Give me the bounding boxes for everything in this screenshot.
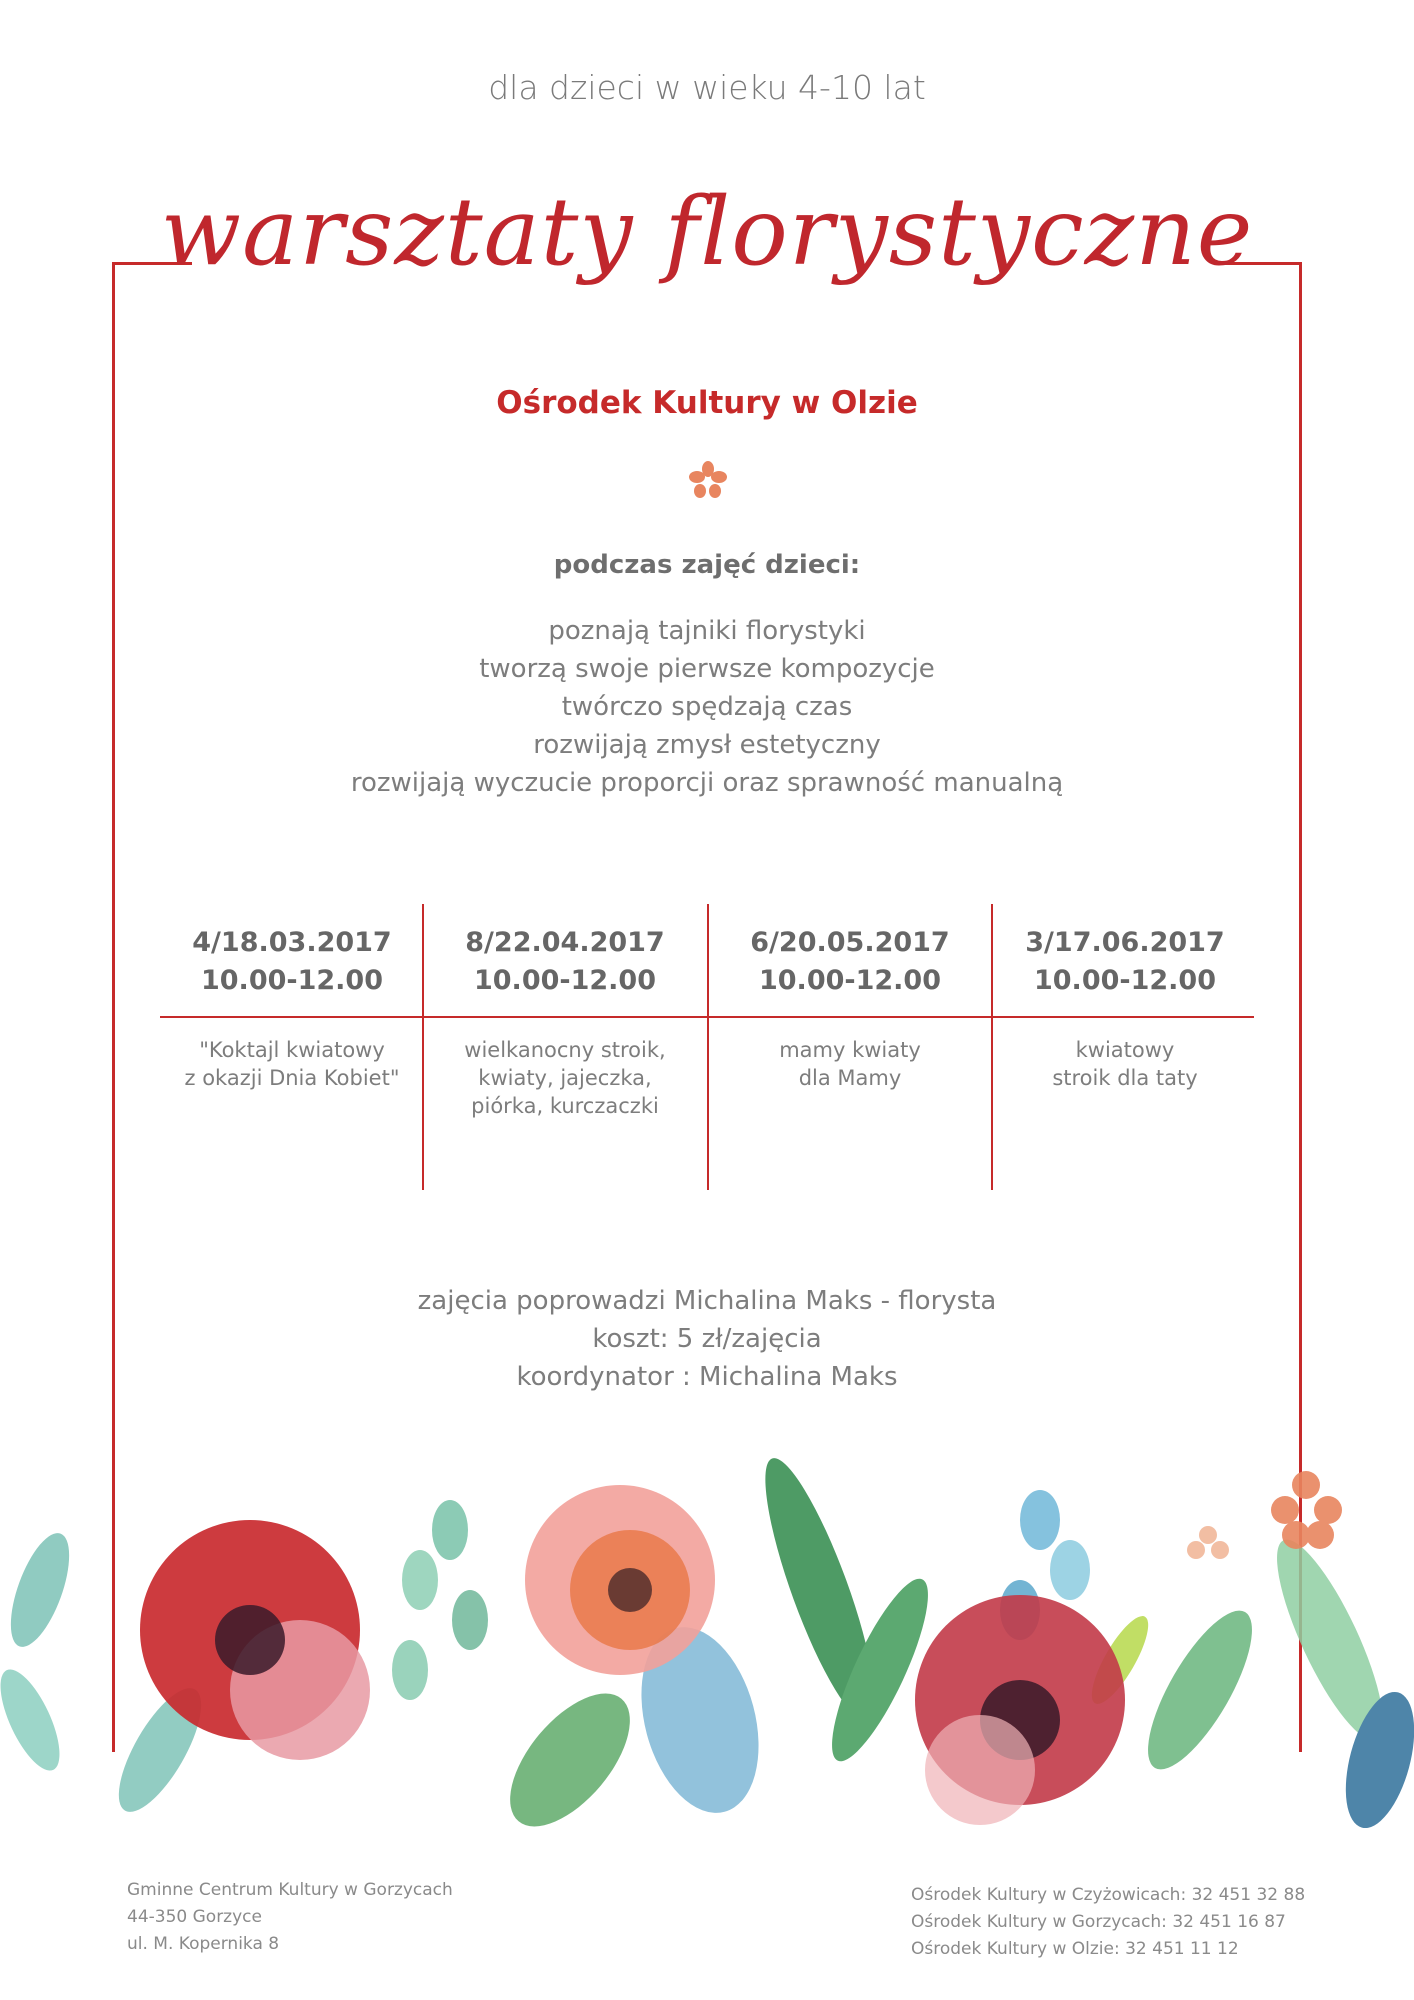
list-item: rozwijają wyczucie proporcji oraz sprawność manualną — [350, 768, 1064, 798]
footer-contact: Ośrodek Kultury w Czyżowicach: 32 451 32 88 — [911, 1885, 1306, 1905]
session-description: "Koktajl kwiatowy z okazji Dnia Kobiet" — [184, 1038, 400, 1090]
footer-org-name: Gminne Centrum Kultury w Gorzycach — [127, 1880, 453, 1900]
coordinator-line: koordynator : Michalina Maks — [516, 1362, 898, 1392]
schedule-column — [990, 924, 1260, 1090]
schedule-column — [430, 924, 700, 1118]
cost-line: koszt: 5 zł/zajęcia — [592, 1324, 822, 1354]
list-item: twórczo spędzają czas — [561, 692, 853, 722]
list-item: rozwijają zmysł estetyczny — [533, 730, 881, 760]
organizer: Ośrodek Kultury w Olzie — [496, 385, 918, 421]
age-subtitle: dla dzieci w wieku 4-10 lat — [488, 68, 926, 107]
session-date: 6/20.05.2017 — [750, 927, 950, 958]
activities-heading: podczas zajęć dzieci: — [553, 550, 861, 580]
footer-right — [911, 1882, 1305, 1963]
session-date: 8/22.04.2017 — [465, 927, 665, 958]
footer-postal: 44-350 Gorzyce — [127, 1907, 262, 1927]
schedule-column — [715, 924, 985, 1090]
session-date: 3/17.06.2017 — [1025, 927, 1225, 958]
list-item: tworzą swoje pierwsze kompozycje — [479, 654, 935, 684]
session-time: 10.00-12.00 — [1033, 965, 1216, 996]
instructor-line: zajęcia poprowadzi Michalina Maks - florysta — [417, 1286, 997, 1316]
session-description: mamy kwiaty dla Mamy — [779, 1038, 921, 1090]
list-item: poznają tajniki florystyki — [548, 616, 866, 646]
watercolor-flowers-illustration — [0, 1440, 1414, 1840]
info-block — [0, 1282, 1414, 1396]
session-date: 4/18.03.2017 — [192, 927, 392, 958]
session-description: wielkanocny stroik, kwiaty, jajeczka, piórka, kurczaczki — [464, 1038, 666, 1118]
footer-street: ul. M. Kopernika 8 — [127, 1934, 280, 1954]
small-flower-icon — [688, 460, 728, 500]
session-time: 10.00-12.00 — [473, 965, 656, 996]
session-time: 10.00-12.00 — [200, 965, 383, 996]
session-description: kwiatowy stroik dla taty — [1052, 1038, 1198, 1090]
footer-left — [127, 1877, 453, 1958]
session-time: 10.00-12.00 — [758, 965, 941, 996]
page-title: warsztaty florystyczne — [160, 178, 1254, 287]
activities-list — [0, 612, 1414, 802]
footer-contact: Ośrodek Kultury w Olzie: 32 451 11 12 — [911, 1939, 1239, 1959]
schedule-column — [157, 924, 427, 1090]
footer-contact: Ośrodek Kultury w Gorzycach: 32 451 16 87 — [911, 1912, 1286, 1932]
